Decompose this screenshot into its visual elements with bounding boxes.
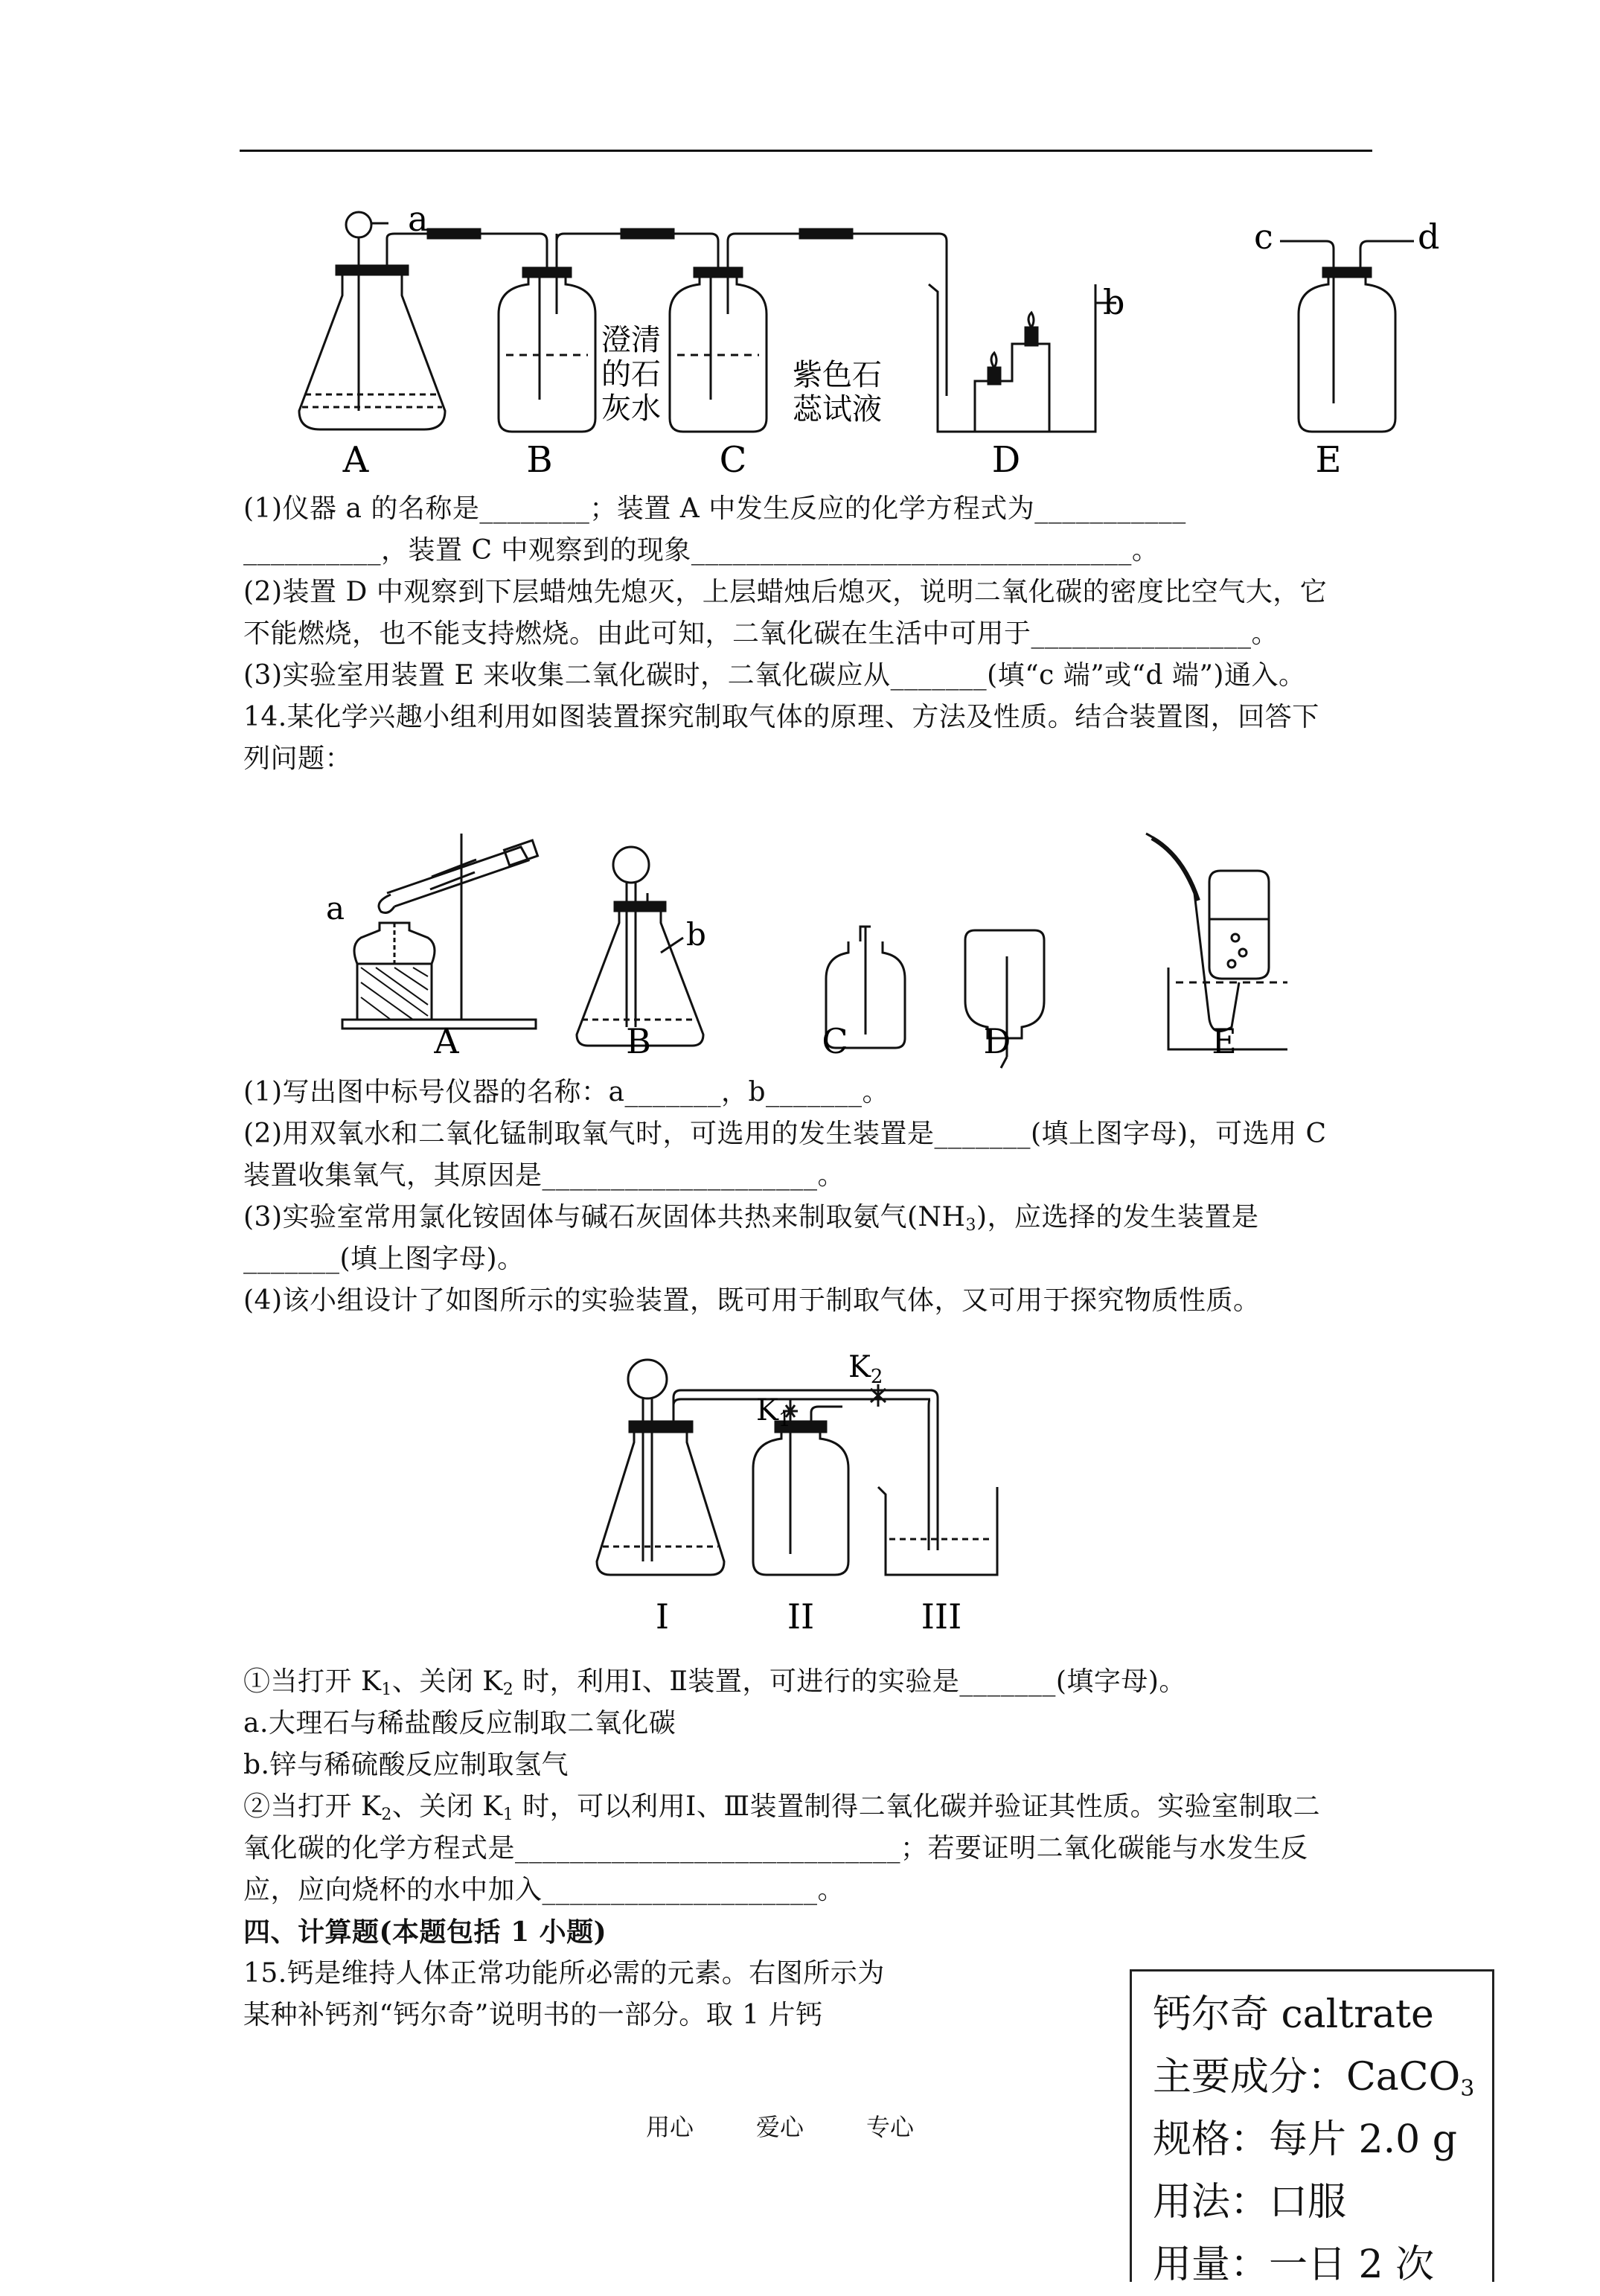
bottle-c [670,273,767,432]
q14-sub1: ①当打开 $K_1$、关闭 $K_2$ 时，利用Ⅰ、Ⅱ装置，可进行的实验是_______(填字母)。 [243,1666,1186,1699]
funnel-b [613,847,649,883]
q13-line2: __________，装置 C 中观察到的现象________________________________。 [243,535,1159,566]
figure-gas-apparatus [320,811,1287,1072]
caption-d: D [991,439,1021,481]
fig3-caption-i: I [655,1596,670,1637]
q15-line1: 15.钙是维持人体正常功能所必需的元素。右图所示为 [243,1958,885,1989]
caption-b: B [526,439,553,481]
fig2-caption-b: B [626,1021,651,1061]
alcohol-lamp [354,923,435,964]
b-reagent-1: 澄清 [601,323,661,357]
q13-line3: (2)装置 D 中观察到下层蜡烛先熄灭，上层蜡烛后熄灭，说明二氧化碳的密度比空气大，它 [243,577,1328,607]
footer-text-1: 用心 [646,2113,694,2141]
b-reagent-2: 的石 [601,357,661,391]
fig2-label-b: b [686,916,706,953]
q13-line1: (1)仪器 a 的名称是________；装置 A 中发生反应的化学方程式为___________ [243,493,1186,524]
caltrate-label-box [1130,1969,1494,2287]
q14-sub2-line2: 氧化碳的化学方程式是____________________________；若要证明二氧化碳能与水发生反 [243,1833,1308,1864]
q14-sub2-line1: ②当打开 $K_2$、关闭 $K_1$ 时，可以利用Ⅰ、Ⅲ装置制得二氧化碳并验证其性质。实验室制取二 [243,1791,1321,1824]
label-line-usage: 用法：口服 [1153,2180,1347,2225]
caption-c: C [719,439,747,481]
caption-e: E [1315,439,1342,481]
funnel-i [628,1360,667,1398]
q14-part3-line2: _______(填上图字母)。 [243,1244,525,1274]
fig2-caption-c: C [822,1021,848,1061]
flask-a [299,269,445,429]
k1-label: $K_1$ [756,1393,791,1431]
label-b: b [1103,282,1125,322]
q13-line5: (3)实验室用装置 E 来收集二氧化碳时，二氧化碳应从_______(填“c 端”或“d 端”)通入。 [243,660,1306,691]
label-c: c [1254,217,1273,257]
figure-co2-apparatus [283,195,1459,493]
c-reagent-2: 蕊试液 [793,392,882,426]
caption-a: A [342,439,369,481]
figure-k1-k2-apparatus [580,1338,1042,1643]
label-line-ingredient: 主要成分：CaCO$_3$ [1153,2055,1475,2102]
header-rule [240,150,1372,152]
q14-part4: (4)该小组设计了如图所示的实验装置，既可用于制取气体，又可用于探究物质性质。 [243,1285,1261,1316]
q14-option-a: a.大理石与稀盐酸反应制取二氧化碳 [243,1708,676,1739]
q13-line4: 不能燃烧，也不能支持燃烧。由此可知，二氧化碳在生活中可用于________________。 [243,618,1279,649]
c-reagent-1: 紫色石 [793,358,882,392]
footer-text-2: 爱心 [756,2113,804,2141]
footer-text-3: 专心 [866,2113,915,2141]
q14-part3-line1: (3)实验室常用氯化铵固体与碱石灰固体共热来制取氨气$(NH_3)$，应选择的发生装置是 [243,1202,1259,1235]
b-reagent-3: 灰水 [601,391,661,426]
label-d: d [1418,217,1440,257]
funnel-a [346,212,371,237]
label-line-dosage: 用量：一日 2 次 [1153,2242,1435,2287]
bottle-e2 [1209,871,1269,979]
fig2-caption-e: E [1212,1021,1237,1061]
q14-stem-line1: 14.某化学兴趣小组利用如图装置探究制取气体的原理、方法及性质。结合装置图，回答下 [243,702,1319,732]
q14-option-b: b.锌与稀硫酸反应制取氢气 [243,1750,569,1780]
q15-line2: 某种补钙剂“钙尔奇”说明书的一部分。取 1 片钙 [243,2000,823,2030]
bottle-e [1299,273,1395,432]
label-line-spec: 规格：每片 2.0 g [1153,2117,1458,2162]
q14-stem-line2: 列问题： [243,744,353,774]
bottle-ii [753,1427,848,1575]
fig2-caption-a: A [434,1021,459,1061]
q14-part2-line1: (2)用双氧水和二氧化锰制取氧气时，可选用的发生装置是_______(填上图字母)，可选用 C [243,1119,1327,1149]
section-4-title: 四、计算题(本题包括 1 小题) [243,1916,607,1948]
k2-label: $K_2$ [848,1350,883,1388]
label-a: a [408,199,429,239]
fig3-caption-iii: III [921,1596,962,1637]
fig3-caption-ii: II [787,1596,815,1637]
bottle-b [499,273,595,432]
flask-i [597,1427,724,1575]
candle-lower [988,368,1000,384]
label-line-name: 钙尔奇 caltrate [1153,1992,1434,2037]
fig2-caption-d: D [983,1021,1011,1061]
candle-upper [1025,327,1037,345]
q14-sub2-line3: 应，应向烧杯的水中加入____________________。 [243,1875,845,1905]
q14-part1: (1)写出图中标号仪器的名称：a_______，b_______。 [243,1077,890,1107]
fig2-label-a: a [326,890,345,927]
q14-part2-line2: 装置收集氧气，其原因是____________________。 [243,1160,845,1191]
